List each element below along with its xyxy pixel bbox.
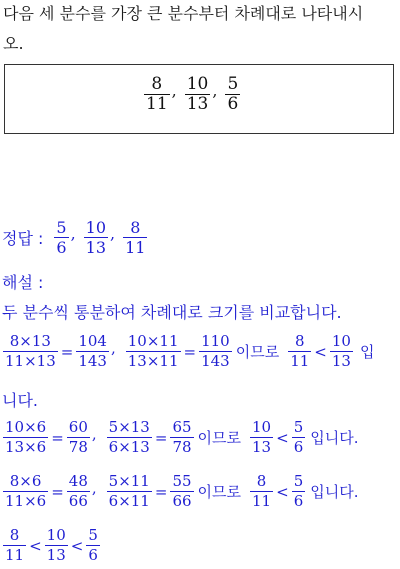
step2-frac-a-value: $\frac{60}{78}$ bbox=[68, 418, 88, 456]
step1-frac-a-value: $\frac{104}{143}$ bbox=[78, 332, 107, 370]
step3-frac-b: $\frac{5\times 11}{6\times 11}$ bbox=[108, 472, 150, 510]
step3-row bbox=[2, 472, 358, 511]
box-fraction-3: $\frac{5}{6}$ bbox=[227, 74, 239, 114]
final-fraction-2: $\frac{10}{13}$ bbox=[46, 526, 66, 564]
equals-sign: = bbox=[154, 428, 168, 447]
final-order-row bbox=[2, 526, 101, 565]
equals-sign: = bbox=[60, 342, 74, 361]
question-text-line2: 오. bbox=[3, 34, 24, 53]
comma: , bbox=[171, 81, 177, 100]
step2-row bbox=[2, 418, 358, 457]
step1-compare-lhs: $\frac{8}{11}$ bbox=[290, 332, 310, 370]
step1-continuation: 니다. bbox=[2, 391, 38, 410]
step1-frac-a: $\frac{8\times 13}{11\times 13}$ bbox=[5, 332, 56, 370]
equals-sign: = bbox=[154, 482, 168, 501]
step2-tail: 입니다. bbox=[310, 429, 359, 447]
comma: , bbox=[212, 81, 218, 100]
step2-imeuro: 이므로 bbox=[197, 429, 242, 447]
step2-frac-a: $\frac{10\times 6}{13\times 6}$ bbox=[5, 418, 47, 456]
question-text-line1: 다음 세 분수를 가장 큰 분수부터 차례대로 나타내시 bbox=[3, 4, 364, 23]
answer-row bbox=[2, 218, 148, 257]
answer-fraction-1: $\frac{5}{6}$ bbox=[56, 218, 67, 257]
step1-tail: 입 bbox=[359, 343, 375, 361]
final-fraction-1: $\frac{8}{11}$ bbox=[5, 526, 25, 564]
box-fraction-row bbox=[143, 75, 241, 114]
less-than-sign: < bbox=[29, 536, 42, 555]
step2-frac-b-value: $\frac{65}{78}$ bbox=[172, 418, 192, 456]
equals-sign: = bbox=[183, 342, 197, 361]
equals-sign: = bbox=[51, 428, 64, 447]
less-than-sign: < bbox=[276, 428, 289, 447]
comma: , bbox=[110, 339, 116, 357]
step2-compare-rhs: $\frac{5}{6}$ bbox=[293, 418, 304, 456]
answer-fraction-2: $\frac{10}{13}$ bbox=[85, 218, 107, 257]
equals-sign: = bbox=[51, 482, 64, 501]
step1-imeuro: 이므로 bbox=[235, 343, 280, 361]
step3-frac-a: $\frac{8\times 6}{11\times 6}$ bbox=[5, 472, 47, 510]
step1-row bbox=[2, 332, 374, 371]
final-fraction-3: $\frac{5}{6}$ bbox=[88, 526, 98, 564]
box-fraction-1: $\frac{8}{11}$ bbox=[146, 74, 168, 114]
step2-frac-b: $\frac{5\times 13}{6\times 13}$ bbox=[108, 418, 150, 456]
step2-compare-lhs: $\frac{10}{13}$ bbox=[252, 418, 272, 456]
step3-compare-lhs: $\frac{8}{11}$ bbox=[252, 472, 272, 510]
comma: , bbox=[70, 224, 76, 243]
answer-label: 정답 : bbox=[2, 229, 44, 248]
box-fraction-2: $\frac{10}{13}$ bbox=[186, 74, 209, 114]
step1-frac-b-value: $\frac{110}{143}$ bbox=[201, 332, 230, 370]
explanation-intro: 두 분수씩 통분하여 차례대로 크기를 비교합니다. bbox=[2, 303, 342, 322]
step1-frac-b: $\frac{10\times 11}{13\times 11}$ bbox=[127, 332, 179, 370]
step3-frac-a-value: $\frac{48}{66}$ bbox=[68, 472, 88, 510]
explanation-label: 해설 : bbox=[2, 273, 44, 292]
step3-compare-rhs: $\frac{5}{6}$ bbox=[293, 472, 304, 510]
step3-imeuro: 이므로 bbox=[197, 483, 242, 501]
step3-frac-b-value: $\frac{55}{66}$ bbox=[172, 472, 192, 510]
comma: , bbox=[91, 425, 97, 443]
answer-fraction-3: $\frac{8}{11}$ bbox=[125, 218, 146, 257]
comma: , bbox=[110, 224, 116, 243]
less-than-sign: < bbox=[70, 536, 84, 555]
comma: , bbox=[91, 479, 97, 497]
step3-tail: 입니다. bbox=[310, 483, 359, 501]
fraction-box bbox=[4, 64, 394, 134]
less-than-sign: < bbox=[314, 342, 327, 361]
step1-compare-rhs: $\frac{10}{13}$ bbox=[331, 332, 351, 370]
less-than-sign: < bbox=[276, 482, 289, 501]
